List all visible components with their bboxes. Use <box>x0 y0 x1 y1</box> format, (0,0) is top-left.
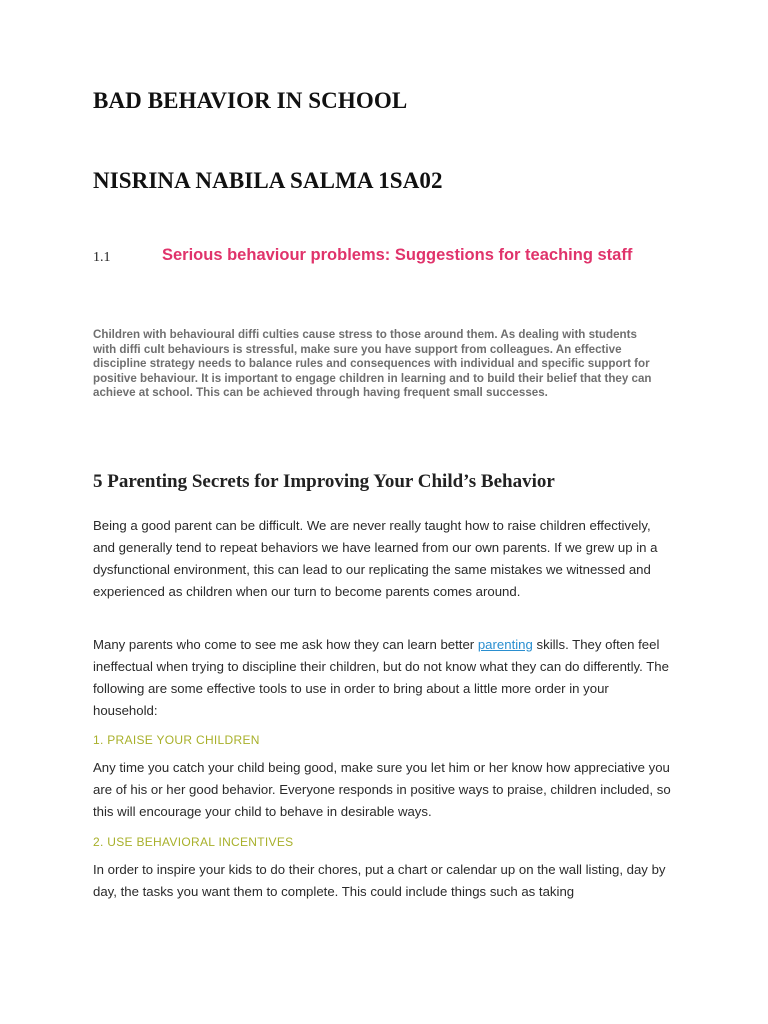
section-number: 1.1 <box>93 250 111 265</box>
paragraph-2-text-start: Many parents who come to see me ask how they can learn better <box>93 637 478 652</box>
document-title: BAD BEHAVIOR IN SCHOOL <box>93 88 408 113</box>
step-2-heading: 2. USE BEHAVIORAL INCENTIVES <box>93 835 294 849</box>
intro-paragraph: Children with behavioural diffi culties cause stress to those around them. As dealing with students with diffi cult behaviours is stressful, make sure you have support from colleagues. An effective discipline strategy needs to balance rules and consequences with individual and specific support for positive behaviour. It is important to engage children in learning and to build their belief that they can achieve at school. This can be achieved through having frequent small successes. <box>93 328 652 400</box>
parenting-link[interactable]: parenting <box>477 637 533 652</box>
paragraph-1: Being a good parent can be difficult. We are never really taught how to raise children effectively, and generally tend to repeat behaviors we have learned from our own parents. If we grew up in a dysfunctional environment, this can lead to our replicating the same mistakes we witnessed and experienced as children when our turn to become parents comes around. <box>93 518 658 599</box>
step-1-paragraph: Any time you catch your child being good, make sure you let him or her know how appreciative you are of his or her good behavior. Everyone responds in positive ways to praise, children included, so this will encourage your child to behave in desirable ways. <box>93 760 671 819</box>
paragraph-2 <box>93 634 673 722</box>
article-title: 5 Parenting Secrets for Improving Your Child’s Behavior <box>93 471 555 492</box>
paragraph-2-text-end: skills. They often feel ineffectual when trying to discipline their children, but do not know what they can do differently. The following are some effective tools to use in order to bring about a little more order in your household: <box>93 637 669 718</box>
author-line: NISRINA NABILA SALMA 1SA02 <box>93 168 443 193</box>
step-1-heading: 1. PRAISE YOUR CHILDREN <box>93 733 260 747</box>
step-2-paragraph: In order to inspire your kids to do their chores, put a chart or calendar up on the wall listing, day by day, the tasks you want them to complete. This could include things such as taking <box>93 862 666 899</box>
section-heading: Serious behaviour problems: Suggestions for teaching staff <box>162 246 633 264</box>
